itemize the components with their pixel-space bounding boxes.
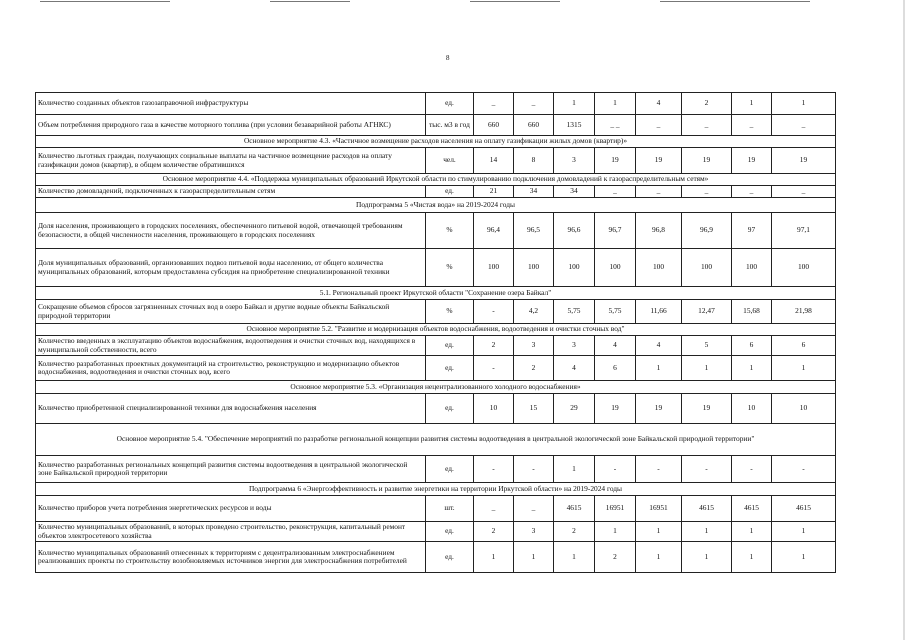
indicator-value: 16951 bbox=[636, 496, 682, 522]
indicator-value: 1 bbox=[554, 456, 595, 483]
indicator-value: 1 bbox=[732, 356, 772, 381]
indicator-value: 2 bbox=[554, 522, 595, 542]
indicator-value: 1 bbox=[595, 522, 636, 542]
indicator-value: 10 bbox=[772, 394, 836, 424]
indicator-value: 1 bbox=[636, 522, 682, 542]
table-row bbox=[36, 394, 836, 424]
indicator-value: 6 bbox=[772, 336, 836, 356]
indicator-unit: ед. bbox=[426, 456, 474, 483]
indicator-value: _ bbox=[636, 186, 682, 198]
indicator-value: - bbox=[772, 456, 836, 483]
indicator-value: - bbox=[636, 456, 682, 483]
table-row bbox=[36, 148, 836, 174]
table-row bbox=[36, 496, 836, 522]
indicator-unit: ед. bbox=[426, 186, 474, 198]
table-row bbox=[36, 300, 836, 324]
indicator-value: - bbox=[514, 456, 554, 483]
indicator-value: 100 bbox=[595, 249, 636, 287]
indicator-unit: ед. bbox=[426, 522, 474, 542]
section-header: Основное мероприятие 5.3. «Организация нецентрализованного холодного водоснабжения» bbox=[36, 381, 836, 394]
indicator-value: 1 bbox=[732, 93, 772, 115]
indicator-unit: ед. bbox=[426, 356, 474, 381]
table-row bbox=[36, 522, 836, 542]
indicator-name: Количество муниципальных образований отнесенных к территориям с децентрализованным электроснабжением реализовавших проекты по строительству возобновляемых источников энергии для электроснабжения потребителей bbox=[36, 542, 426, 573]
indicator-value: 16951 bbox=[595, 496, 636, 522]
indicator-value: 100 bbox=[554, 249, 595, 287]
indicator-value: 100 bbox=[636, 249, 682, 287]
indicator-value: - bbox=[474, 456, 514, 483]
indicator-value: 1 bbox=[554, 93, 595, 115]
indicator-value: 1 bbox=[682, 522, 732, 542]
indicator-value: _ bbox=[474, 496, 514, 522]
section-header: Основное мероприятие 5.4. "Обеспечение мероприятий по разработке региональной концепции развития системы водоотведения в центральной экологической зоне Байкальской природной территории" bbox=[36, 424, 836, 456]
indicator-value: _ bbox=[732, 115, 772, 136]
indicator-value: 12,47 bbox=[682, 300, 732, 324]
indicator-value: 4615 bbox=[772, 496, 836, 522]
table-row bbox=[36, 186, 836, 198]
indicator-name: Количество приборов учета потребления энергетических ресурсов и воды bbox=[36, 496, 426, 522]
indicator-value: 15,68 bbox=[732, 300, 772, 324]
section-header: Подпрограмма 6 «Энергоэффективность и развитие энергетики на территории Иркутской области» на 2019-2024 годы bbox=[36, 483, 836, 496]
section-header-row bbox=[36, 381, 836, 394]
indicator-value: _ bbox=[474, 93, 514, 115]
section-header: Подпрограмма 5 «Чистая вода» на 2019-2024 годы bbox=[36, 198, 836, 213]
indicator-value: 2 bbox=[595, 542, 636, 573]
indicator-value: _ bbox=[514, 496, 554, 522]
indicator-value: 3 bbox=[514, 522, 554, 542]
indicator-value: 2 bbox=[474, 336, 514, 356]
indicator-name: Количество домовладений, подключенных к газораспределительным сетям bbox=[36, 186, 426, 198]
indicator-value: 1 bbox=[595, 93, 636, 115]
indicator-value: 97 bbox=[732, 213, 772, 249]
table-row bbox=[36, 249, 836, 287]
indicator-value: 96,5 bbox=[514, 213, 554, 249]
indicator-value: 100 bbox=[732, 249, 772, 287]
indicator-value: 4 bbox=[554, 356, 595, 381]
top-scan-edge bbox=[0, 0, 905, 4]
section-header-row bbox=[36, 424, 836, 456]
indicator-value: 2 bbox=[682, 93, 732, 115]
indicator-name: Количество созданных объектов газозаправочной инфраструктуры bbox=[36, 93, 426, 115]
indicator-value: 2 bbox=[474, 522, 514, 542]
indicator-value: 19 bbox=[732, 148, 772, 174]
indicator-value: 19 bbox=[636, 148, 682, 174]
indicator-value: 19 bbox=[682, 394, 732, 424]
section-header-row bbox=[36, 483, 836, 496]
indicator-value: 10 bbox=[474, 394, 514, 424]
indicator-value: 1 bbox=[682, 542, 732, 573]
indicator-unit: ед. bbox=[426, 542, 474, 573]
indicator-value: 34 bbox=[514, 186, 554, 198]
indicator-value: 1 bbox=[636, 356, 682, 381]
indicator-value: 5,75 bbox=[554, 300, 595, 324]
indicator-value: 3 bbox=[514, 336, 554, 356]
indicator-value: 3 bbox=[554, 336, 595, 356]
indicator-value: 29 bbox=[554, 394, 595, 424]
indicator-value: _ bbox=[514, 93, 554, 115]
indicator-unit: шт. bbox=[426, 496, 474, 522]
indicator-unit: ед. bbox=[426, 336, 474, 356]
section-header: 5.1. Региональный проект Иркутской области "Сохранение озера Байкал" bbox=[36, 287, 836, 300]
indicator-name: Объем потребления природного газа в качестве моторного топлива (при условии безаварийной работы АГНКС) bbox=[36, 115, 426, 136]
indicator-value: 660 bbox=[474, 115, 514, 136]
indicator-value: 1 bbox=[772, 93, 836, 115]
indicator-value: 100 bbox=[514, 249, 554, 287]
indicator-value: 21 bbox=[474, 186, 514, 198]
indicator-value: 1 bbox=[514, 542, 554, 573]
indicator-value: - bbox=[682, 456, 732, 483]
indicator-value: 11,66 bbox=[636, 300, 682, 324]
indicator-value: 5,75 bbox=[595, 300, 636, 324]
indicator-value: 97,1 bbox=[772, 213, 836, 249]
indicator-value: 2 bbox=[514, 356, 554, 381]
indicator-value: 4 bbox=[636, 93, 682, 115]
table-row bbox=[36, 115, 836, 136]
indicator-value: 3 bbox=[554, 148, 595, 174]
indicators-table bbox=[35, 92, 836, 573]
indicator-value: 15 bbox=[514, 394, 554, 424]
indicator-name: Количество льготных граждан, получающих социальные выплаты на частичное возмещение расходов на оплату газификации домов (квартир), в общем количестве обратившихся bbox=[36, 148, 426, 174]
indicator-value: _ bbox=[772, 186, 836, 198]
indicator-name: Количество введенных в эксплуатацию объектов водоснабжения, водоотведения и очистки сточных вод, находящихся в муниципальной собственности, всего bbox=[36, 336, 426, 356]
indicator-value: _ bbox=[682, 115, 732, 136]
indicator-name: Доля муниципальных образований, организовавших подвоз питьевой воды населению, от общего количества муниципальных образований, которым предоставлена субсидия на приобретение специализированной техники bbox=[36, 249, 426, 287]
indicator-value: 19 bbox=[595, 394, 636, 424]
indicator-value: 1 bbox=[732, 542, 772, 573]
indicator-unit: % bbox=[426, 300, 474, 324]
indicator-value: 96,9 bbox=[682, 213, 732, 249]
indicator-value: 4615 bbox=[554, 496, 595, 522]
indicator-value: 8 bbox=[514, 148, 554, 174]
indicator-value: _ bbox=[636, 115, 682, 136]
indicator-value: 1 bbox=[474, 542, 514, 573]
indicator-value: 100 bbox=[474, 249, 514, 287]
table-row bbox=[36, 356, 836, 381]
indicator-unit: тыс. м3 в год bbox=[426, 115, 474, 136]
indicator-value: 1 bbox=[772, 542, 836, 573]
section-header: Основное мероприятие 4.4. «Поддержка муниципальных образований Иркутской области по стимулированию подключения домовладений к газораспределительным сетям» bbox=[36, 174, 836, 186]
indicator-value: 4615 bbox=[732, 496, 772, 522]
indicator-unit: % bbox=[426, 249, 474, 287]
indicator-value: 1 bbox=[732, 522, 772, 542]
indicator-value: 1 bbox=[682, 356, 732, 381]
indicator-value: 34 bbox=[554, 186, 595, 198]
section-header: Основное мероприятие 4.3. «Частичное возмещение расходов населения на оплату газификации жилых домов (квартир)» bbox=[36, 136, 836, 148]
indicator-value: - bbox=[732, 456, 772, 483]
indicator-value: - bbox=[474, 356, 514, 381]
section-header-row bbox=[36, 198, 836, 213]
indicator-value: _ bbox=[772, 115, 836, 136]
indicator-value: 100 bbox=[772, 249, 836, 287]
table-row bbox=[36, 542, 836, 573]
indicator-name: Количество разработанных проектных документаций на строительство, реконструкцию и модернизацию объектов водоснабжения, водоотведения и очистки сточных вод, всего bbox=[36, 356, 426, 381]
indicator-value: 19 bbox=[682, 148, 732, 174]
indicator-value: 100 bbox=[682, 249, 732, 287]
section-header-row bbox=[36, 136, 836, 148]
indicator-value: 96,4 bbox=[474, 213, 514, 249]
table-row bbox=[36, 93, 836, 115]
indicator-value: 1 bbox=[772, 356, 836, 381]
indicator-unit: чел. bbox=[426, 148, 474, 174]
indicator-value: 21,98 bbox=[772, 300, 836, 324]
indicator-value: 4,2 bbox=[514, 300, 554, 324]
indicator-unit: ед. bbox=[426, 394, 474, 424]
indicator-value: 1315 bbox=[554, 115, 595, 136]
indicator-name: Сокращение объемов сбросов загрязненных сточных вод в озеро Байкал и другие водные объекты Байкальской природной территории bbox=[36, 300, 426, 324]
section-header-row bbox=[36, 174, 836, 186]
page-number: 8 bbox=[446, 54, 450, 62]
indicator-value: 660 bbox=[514, 115, 554, 136]
indicator-value: 5 bbox=[682, 336, 732, 356]
indicator-value: 1 bbox=[772, 522, 836, 542]
indicator-value: 1 bbox=[636, 542, 682, 573]
indicator-value: 6 bbox=[732, 336, 772, 356]
indicator-value: _ _ bbox=[595, 115, 636, 136]
table-row bbox=[36, 213, 836, 249]
indicator-value: 4 bbox=[595, 336, 636, 356]
section-header-row bbox=[36, 324, 836, 336]
indicator-value: 19 bbox=[636, 394, 682, 424]
indicator-value: 96,6 bbox=[554, 213, 595, 249]
table-row bbox=[36, 456, 836, 483]
indicator-value: _ bbox=[732, 186, 772, 198]
table-row bbox=[36, 336, 836, 356]
indicator-unit: ед. bbox=[426, 93, 474, 115]
indicator-value: 96,8 bbox=[636, 213, 682, 249]
indicator-name: Количество муниципальных образований, в которых проведено строительство, реконструкция, капитальный ремонт объектов электросетевого хозяйства bbox=[36, 522, 426, 542]
indicator-value: 10 bbox=[732, 394, 772, 424]
indicator-value: - bbox=[595, 456, 636, 483]
indicator-value: 4615 bbox=[682, 496, 732, 522]
indicator-value: 14 bbox=[474, 148, 514, 174]
indicator-value: 4 bbox=[636, 336, 682, 356]
indicator-value: _ bbox=[595, 186, 636, 198]
indicator-value: 19 bbox=[772, 148, 836, 174]
indicator-value: - bbox=[474, 300, 514, 324]
indicator-name: Количество приобретенной специализированной техники для водоснабжения населения bbox=[36, 394, 426, 424]
indicator-value: 19 bbox=[595, 148, 636, 174]
indicator-value: _ bbox=[682, 186, 732, 198]
indicator-name: Доля населения, проживающего в городских поселениях, обеспеченного питьевой водой, отвечающей требованиям безопасности, в общей численности населения, проживающего в городских поселениях bbox=[36, 213, 426, 249]
section-header-row bbox=[36, 287, 836, 300]
section-header: Основное мероприятие 5.2. "Развитие и модернизация объектов водоснабжения, водоотведения и очистки сточных вод" bbox=[36, 324, 836, 336]
indicator-name: Количество разработанных региональных концепций развития системы водоотведения в центральной экологической зоне Байкальской природной территории bbox=[36, 456, 426, 483]
indicator-value: 6 bbox=[595, 356, 636, 381]
indicator-value: 96,7 bbox=[595, 213, 636, 249]
indicator-value: 1 bbox=[554, 542, 595, 573]
indicator-unit: % bbox=[426, 213, 474, 249]
